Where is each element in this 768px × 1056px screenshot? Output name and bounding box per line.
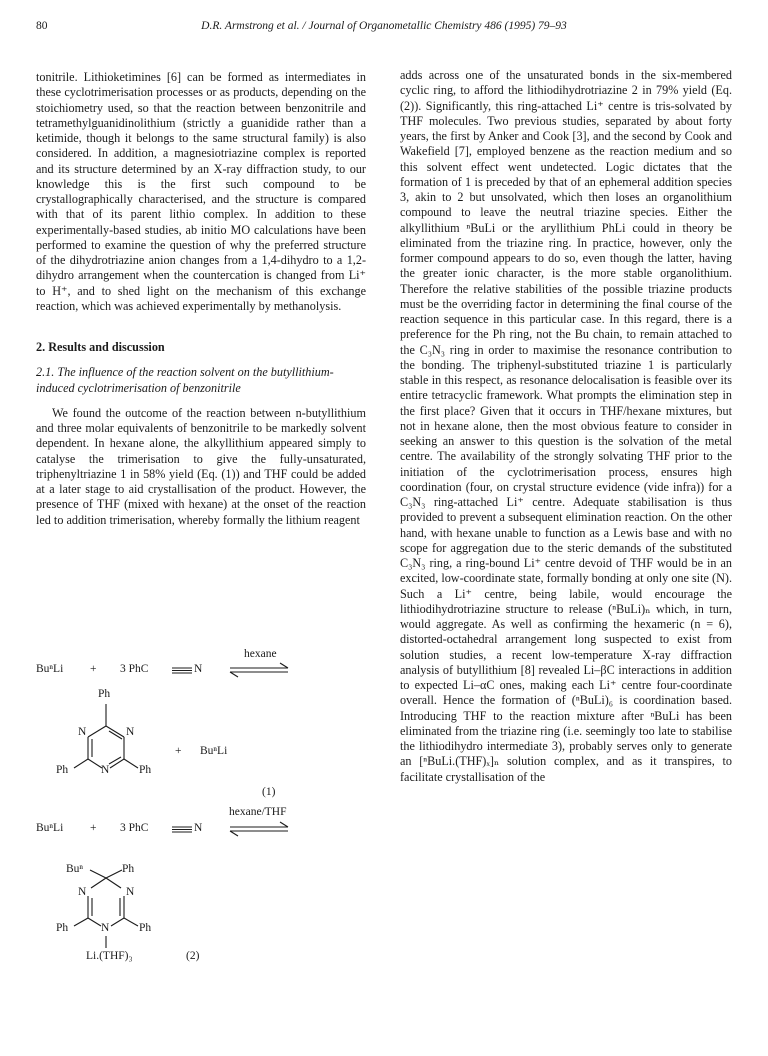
eq1-number: (1): [262, 786, 276, 798]
eq2-number: (2): [186, 950, 200, 962]
ring-n-left: N: [78, 726, 87, 738]
reaction-arrow-head: [230, 831, 238, 836]
intro-paragraph: tonitrile. Lithioketimines [6] can be formed as intermediates in these cyclotrimerisation processes or as products, depending on the stoichiometry used, so that the reaction between benzonitrile and tetramethylguanidinolithium (strictly a guanidide rather than a ketimide, though it belongs to the same structural family) is also considered. In addition, a magnesiotriazine complex is reported and its structure determined by an X-ray diffraction study, to our knowledge this is the first such compound to be crystallographically characterised, and the structure is compared with that of its parent lithio complex. In addition to these experimentally-based studies, ab initio MO calculations have been performed to examine the question of why the preferred structure of the dihydrotriazine anion changes from a 1,4-dihydro to a 1,2-dihydro arrangement when the countercation is changed from Li⁺ to H⁺, and to shed light on the mechanism of this exchange reaction, which was achieved experimentally by methanolysis.: [36, 70, 366, 313]
eq1-nitrile-n: N: [194, 663, 203, 675]
ring-bond: [88, 726, 106, 737]
ring-bond: [106, 878, 121, 888]
reaction-arrow-head: [280, 822, 288, 827]
reaction-arrow-head: [280, 663, 288, 668]
right-column: [400, 68, 732, 785]
ring-bond: [90, 870, 106, 878]
ring-bond: [88, 759, 102, 768]
eq1-plus-2: +: [175, 745, 182, 757]
page-number: 80: [36, 20, 48, 32]
eq2-ph-right-label: Ph: [139, 922, 152, 934]
ring-bond: [124, 759, 138, 768]
eq1-solvent: hexane: [244, 648, 277, 660]
eq2-ph-left-label: Ph: [56, 922, 69, 934]
ring-bond: [74, 918, 88, 926]
scheme-drawing: [36, 660, 366, 1040]
ring-bond: [106, 870, 122, 878]
ring-bond: [124, 918, 138, 926]
ring-bond: [91, 878, 106, 888]
ring-bond: [88, 918, 101, 926]
ring-n-bottom: N: [101, 764, 110, 776]
eq2-reactant-buli: BuⁿLi: [36, 822, 64, 834]
reaction-scheme: [36, 648, 366, 1040]
page-header: [36, 20, 732, 36]
eq2-bu-label: Buⁿ: [66, 863, 84, 875]
body-paragraph: We found the outcome of the reaction between n-butyllithium and three molar equivalents of benzonitrile to be markedly solvent dependent. In hexane alone, the alkyllithium appeared simply to catalyse the trimerisation to give the fully-unsaturated, triphenyltriazine 1 in 58% yield (Eq. (1)) and THF could be added at a later stage to aid crystallisation of the product. However, the presence of THF (mixed with hexane) at the onset of the reaction led to addition trimerisation, whereby formally the lithium reagent: [36, 405, 366, 527]
eq2-reactant-nitrile: 3 PhC: [120, 822, 149, 834]
eq2-ring-n-left: N: [78, 886, 87, 898]
right-paragraph: adds across one of the unsaturated bonds in the six-membered cyclic ring, to afford the lithiodihydrotriazine 2 in 79% yield (Eq. (2)). Significantly, this ring-attached Li⁺ centre is tris-solvated by THF molecules. Two previous studies, separated by about forty years, the first by Anker and Cook [3], and the second by Cook and Wakefield [7], employed benzene as the reaction medium and so this solvent effect went undetected. Logic dictates that the formation of 1 is preceded by that of an ephemeral addition species 3, akin to 2 but unsolvated, which then loses an organolithium compound to leave the neutral triazine species. Either the alkyllithium ⁿBuLi or the aryllithium PhLi could in theory be eliminated from the triazine ring. In practice, however, only the former compound appears to do so, even though the latter, having the greater ionic character, is the more stable organolithium. Therefore the relative stabilities of the possible triazine products must be the overriding factor in determining the final course of the reaction sequence in this particular case. In this regard, there is a preference for the Ph ring, not the Bu chain, to remain attached to the C₃N₃ ring in order to maximise the resonance contribution to the bonding. The triphenyl-substituted triazine 1 is particularly stable in this respect, as resonance delocalisation is feasible over its entire tetracyclic framework. What prompts the elimination step in the first place? Given that it occurs in THF/hexane mixtures, but not in hexane alone, then the most obvious feature to consider in seeking an answer to this question is the solvation of the metal centre. The availability of the strongly solvating THF prior to the initiation of the cyclotrimerisation process, ensures high coordination (four, on crystal structure evidence (vide infra)) for a C₃N₃ ring-attached Li⁺ centre. Adequate stabilisation is thus provided to prevent a subsequent elimination reaction. On the other hand, with hexane unable to function as a Lewis base and with no scope for aggregation due to the steric demands of the substituted C₃N₃ ring, a ring-bound Li⁺ centre devoid of THF would be in an excited, low-coordinate state, formally bonding at only one site (N). Such a Li⁺ centre, being labile, would encourage the lithiodihydrotriazine structure to release (ⁿBuLi)ₙ which, in turn, would aggregate. As well as confirming the hexameric (n = 6), distorted-octahedral arrangement long suspected to exist from solution studies, a recent low-temperature X-ray diffraction analysis of butyllithium [8] revealed Li–βC interactions in addition to expected Li–αC ones, making each Li⁺ centre four-coordinate overall. Hence the formation of (ⁿBuLi)₆ is coordination based. Introducing THF to the reaction mixture after ⁿBuLi has been eliminated from the triazine ring (i.e. seemingly too late to stabilise the lithiodihydro intermediate 3), probably serves only to generate an [ⁿBuLi.(THF)ₓ]ₙ solution complex, and as it transpires, to facilitate crystallisation of the: [400, 68, 732, 784]
eq2-plus: +: [90, 822, 97, 834]
subsection-heading: 2.1. The influence of the reaction solvent on the butyllithium-induced cyclotrimerisation of benzonitrile: [36, 365, 334, 395]
eq2-nitrile-n: N: [194, 822, 203, 834]
eq1-reactant-buli: BuⁿLi: [36, 663, 64, 675]
eq1-byproduct: BuⁿLi: [200, 745, 228, 757]
ph-top-label: Ph: [98, 688, 111, 700]
left-column: [36, 70, 366, 528]
ph-right-label: Ph: [139, 764, 152, 776]
ring-bond: [106, 726, 124, 737]
eq1-reactant-nitrile: 3 PhC: [120, 663, 149, 675]
ring-bond: [74, 759, 88, 768]
ring-bond: [109, 757, 121, 764]
running-head: D.R. Armstrong et al. / Journal of Organometallic Chemistry 486 (1995) 79–93: [201, 20, 567, 32]
ring-bond: [110, 759, 124, 768]
eq1-plus: +: [90, 663, 97, 675]
ring-bond: [111, 918, 124, 926]
eq2-ring-n-right: N: [126, 886, 135, 898]
eq2-li-thf-label: Li.(THF)₃: [86, 950, 133, 962]
ring-n-right: N: [126, 726, 135, 738]
reaction-arrow-head: [230, 672, 238, 677]
section-heading: 2. Results and discussion: [36, 340, 165, 354]
ph-left-label: Ph: [56, 764, 69, 776]
eq2-solvent: hexane/THF: [229, 806, 287, 818]
eq2-ring-n-bottom: N: [101, 922, 110, 934]
eq2-ph-top-label: Ph: [122, 863, 135, 875]
